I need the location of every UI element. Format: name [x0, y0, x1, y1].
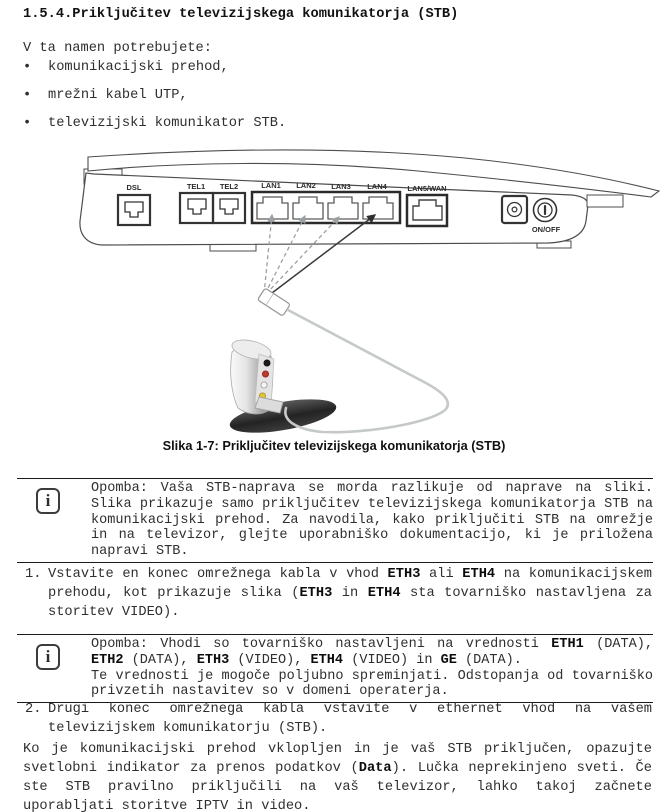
list-item	[23, 82, 286, 110]
note-text: Opomba: Vaša STB-naprava se morda razlikuje od naprave na sliki. Slika prikazuje samo priključitev televizijskega komunikatorja STB na komunikacijski prehod. Za navodila, kako priključiti STB na omrežje in na televizor, glejte uporabniško dokumentacijo, ki je priložena napravi STB.	[91, 481, 653, 560]
note-box-2	[17, 634, 653, 703]
router-right-notch	[587, 195, 623, 207]
step-number: 1.	[25, 567, 42, 582]
figure-router-stb-diagram	[0, 145, 668, 445]
port-label-tel2: TEL2	[219, 182, 239, 191]
step-text: Drugi konec omrežnega kabla vstavite v ethernet vhod na vašem televizijskem komunikatorju (STB).	[48, 702, 652, 736]
list-item-text: komunikacijski prehod,	[48, 60, 229, 75]
bullet-icon: •	[23, 60, 32, 75]
bullet-icon: •	[23, 116, 32, 131]
note-box-1	[17, 478, 653, 563]
step-1	[25, 565, 652, 622]
requirements-list	[23, 54, 286, 138]
port-label-lan4: LAN4	[367, 182, 387, 191]
port-label-lan5wan: LAN5/WAN	[407, 184, 447, 193]
port-label-lan3: LAN3	[331, 182, 351, 191]
info-icon: i	[36, 488, 60, 514]
step-number: 2.	[25, 702, 42, 717]
note-text-extra: Te vrednosti je mogoče poljubno spreminjati. Odstopanja od tovarniško privzetih nastavitev so v domeni operaterja.	[91, 668, 653, 700]
port-label-dsl: DSL	[126, 183, 142, 192]
step-2	[25, 700, 652, 738]
port-label-tel1: TEL1	[186, 182, 206, 191]
note-text-values: Opomba: Vhodi so tovarniško nastavljeni na vrednosti ETH1 (DATA), ETH2 (DATA), ETH3 (VIDEO), ETH4 (VIDEO) in GE (DATA).	[91, 637, 653, 668]
list-item	[23, 110, 286, 138]
section-heading: 1.5.4.Priključitev televizijskega komunikatorja (STB)	[23, 7, 459, 22]
list-item-text: mrežni kabel UTP,	[48, 88, 188, 103]
onoff-label: ON/OFF	[531, 225, 561, 234]
port-label-lan1: LAN1	[261, 181, 281, 190]
info-icon: i	[36, 644, 60, 670]
list-item	[23, 54, 286, 82]
list-item-text: televizijski komunikator STB.	[48, 116, 287, 131]
step-text: Vstavite en konec omrežnega kabla v vhod ETH3 ali ETH4 na komunikacijskem prehodu, kot prikazuje slika (ETH3 in ETH4 sta tovarniško nastavljena za storitev VIDEO).	[48, 567, 652, 620]
figure-caption: Slika 1-7: Priključitev televizijskega komunikatorja (STB)	[162, 438, 506, 453]
closing-paragraph: Ko je komunikacijski prehod vklopljen in je vaš STB priključen, opazujte svetlobni indikator za prenos podatkov (Data). Lučka neprekinjeno sveti. Če ste STB pravilno priključili na vaš televizor, lahko takoj začnete uporabljati storitve IPTV in video.	[23, 742, 652, 812]
bullet-icon: •	[23, 88, 32, 103]
port-label-lan2: LAN2	[296, 181, 316, 190]
intro-text: V ta namen potrebujete:	[23, 41, 212, 56]
